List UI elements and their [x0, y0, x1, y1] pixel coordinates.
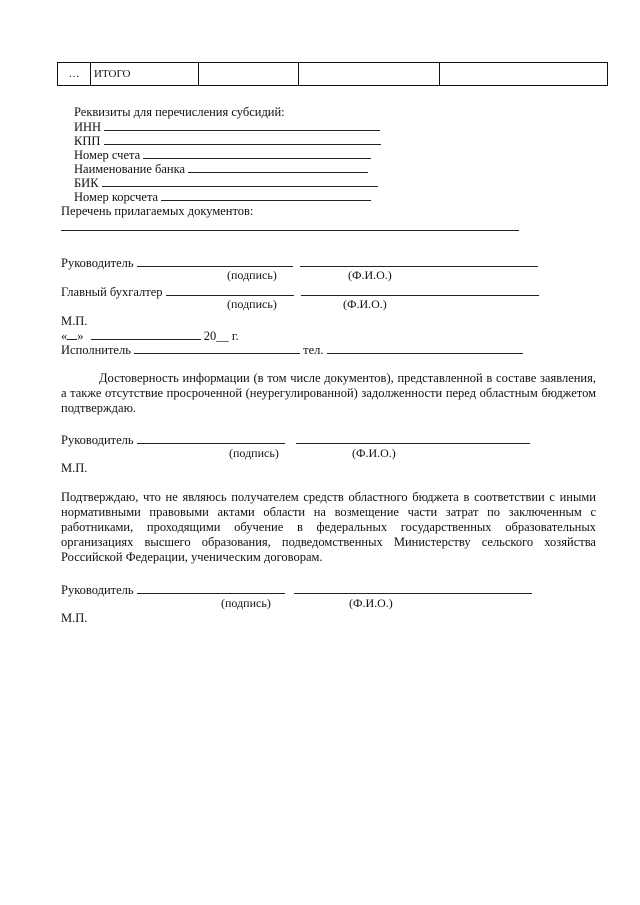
table-cell-total: ИТОГО [91, 63, 199, 86]
executor-row [61, 342, 523, 357]
head-sign-row-2 [61, 432, 530, 447]
executor-label: Исполнитель [61, 343, 131, 357]
head-sign-row [61, 255, 538, 270]
requisites-heading: Реквизиты для перечисления субсидий: [74, 105, 285, 119]
head-signature-field-2[interactable] [137, 432, 285, 444]
accountant-name-field[interactable] [301, 284, 539, 296]
bank-label: Наименование банка [74, 162, 186, 176]
confirmation-paragraph-2: Подтверждаю, что не являюсь получателем средств областного бюджета в соответствии с иными нормативными правовыми актами области на возмещение части затрат по заключенным с работниками, проходящими обучение в федеральных государственных образовательных организациях высшего образования, подведомственных Министерству сельского хозяйства Российской Федерации, ученическим договорам. [61, 490, 596, 564]
bik-field[interactable] [102, 175, 378, 187]
head-signature-caption-2: (подпись) [229, 446, 279, 460]
corr-account-row [74, 189, 371, 204]
attachments-field[interactable] [61, 219, 519, 231]
account-row [74, 147, 371, 162]
head-name-caption-2: (Ф.И.О.) [352, 446, 396, 460]
head-signature-field-3[interactable] [137, 582, 285, 594]
inn-field[interactable] [104, 119, 380, 131]
bank-field[interactable] [188, 161, 368, 173]
date-row [61, 328, 239, 343]
table-cell-empty [299, 63, 440, 86]
kpp-label: КПП [74, 134, 101, 148]
bank-row [74, 161, 368, 176]
corr-account-label: Номер корсчета [74, 190, 159, 204]
head-name-caption-3: (Ф.И.О.) [349, 596, 393, 610]
accountant-signature-field[interactable] [166, 284, 294, 296]
head-signature-caption: (подпись) [227, 268, 277, 282]
head-sign-row-3 [61, 582, 532, 597]
table-row [58, 63, 608, 86]
bik-row [74, 175, 378, 190]
executor-field[interactable] [134, 342, 300, 354]
account-field[interactable] [143, 147, 371, 159]
attachments-label: Перечень прилагаемых документов: [61, 204, 254, 218]
table-cell-empty [199, 63, 299, 86]
confirmation-paragraph-1: Достоверность информации (в том числе документов), представленной в составе заявления, а также отсутствие просроченной (неурегулированной) задолженности перед областным бюджетом подтверждаю. [61, 371, 596, 415]
date-close-quote: » [77, 329, 84, 343]
table-cell-dots: … [58, 63, 91, 86]
accountant-label: Главный бухгалтер [61, 285, 163, 299]
totals-table [57, 62, 608, 86]
date-month-field[interactable] [91, 328, 201, 340]
head-signature-caption-3: (подпись) [221, 596, 271, 610]
date-year: 20__ г. [203, 329, 239, 343]
head-name-field-3[interactable] [294, 582, 532, 594]
head-label-2: Руководитель [61, 433, 134, 447]
attachments-row [61, 219, 519, 234]
accountant-sign-row [61, 284, 539, 299]
inn-label: ИНН [74, 120, 102, 134]
stamp-label-2: М.П. [61, 461, 88, 475]
accountant-signature-caption: (подпись) [227, 297, 277, 311]
head-name-caption: (Ф.И.О.) [348, 268, 392, 282]
head-signature-field[interactable] [137, 255, 293, 267]
kpp-field[interactable] [104, 133, 381, 145]
account-label: Номер счета [74, 148, 141, 162]
date-day-field[interactable] [67, 328, 77, 340]
phone-field[interactable] [327, 342, 523, 354]
table-cell-empty [440, 63, 608, 86]
head-label: Руководитель [61, 256, 134, 270]
stamp-label-3: М.П. [61, 611, 88, 625]
accountant-name-caption: (Ф.И.О.) [343, 297, 387, 311]
inn-row [74, 119, 380, 134]
kpp-row [74, 133, 381, 148]
phone-label: тел. [303, 343, 324, 357]
bik-label: БИК [74, 176, 99, 190]
head-name-field[interactable] [300, 255, 538, 267]
date-open-quote: « [61, 329, 68, 343]
corr-account-field[interactable] [161, 189, 371, 201]
head-name-field-2[interactable] [296, 432, 530, 444]
stamp-label: М.П. [61, 314, 88, 328]
head-label-3: Руководитель [61, 583, 134, 597]
